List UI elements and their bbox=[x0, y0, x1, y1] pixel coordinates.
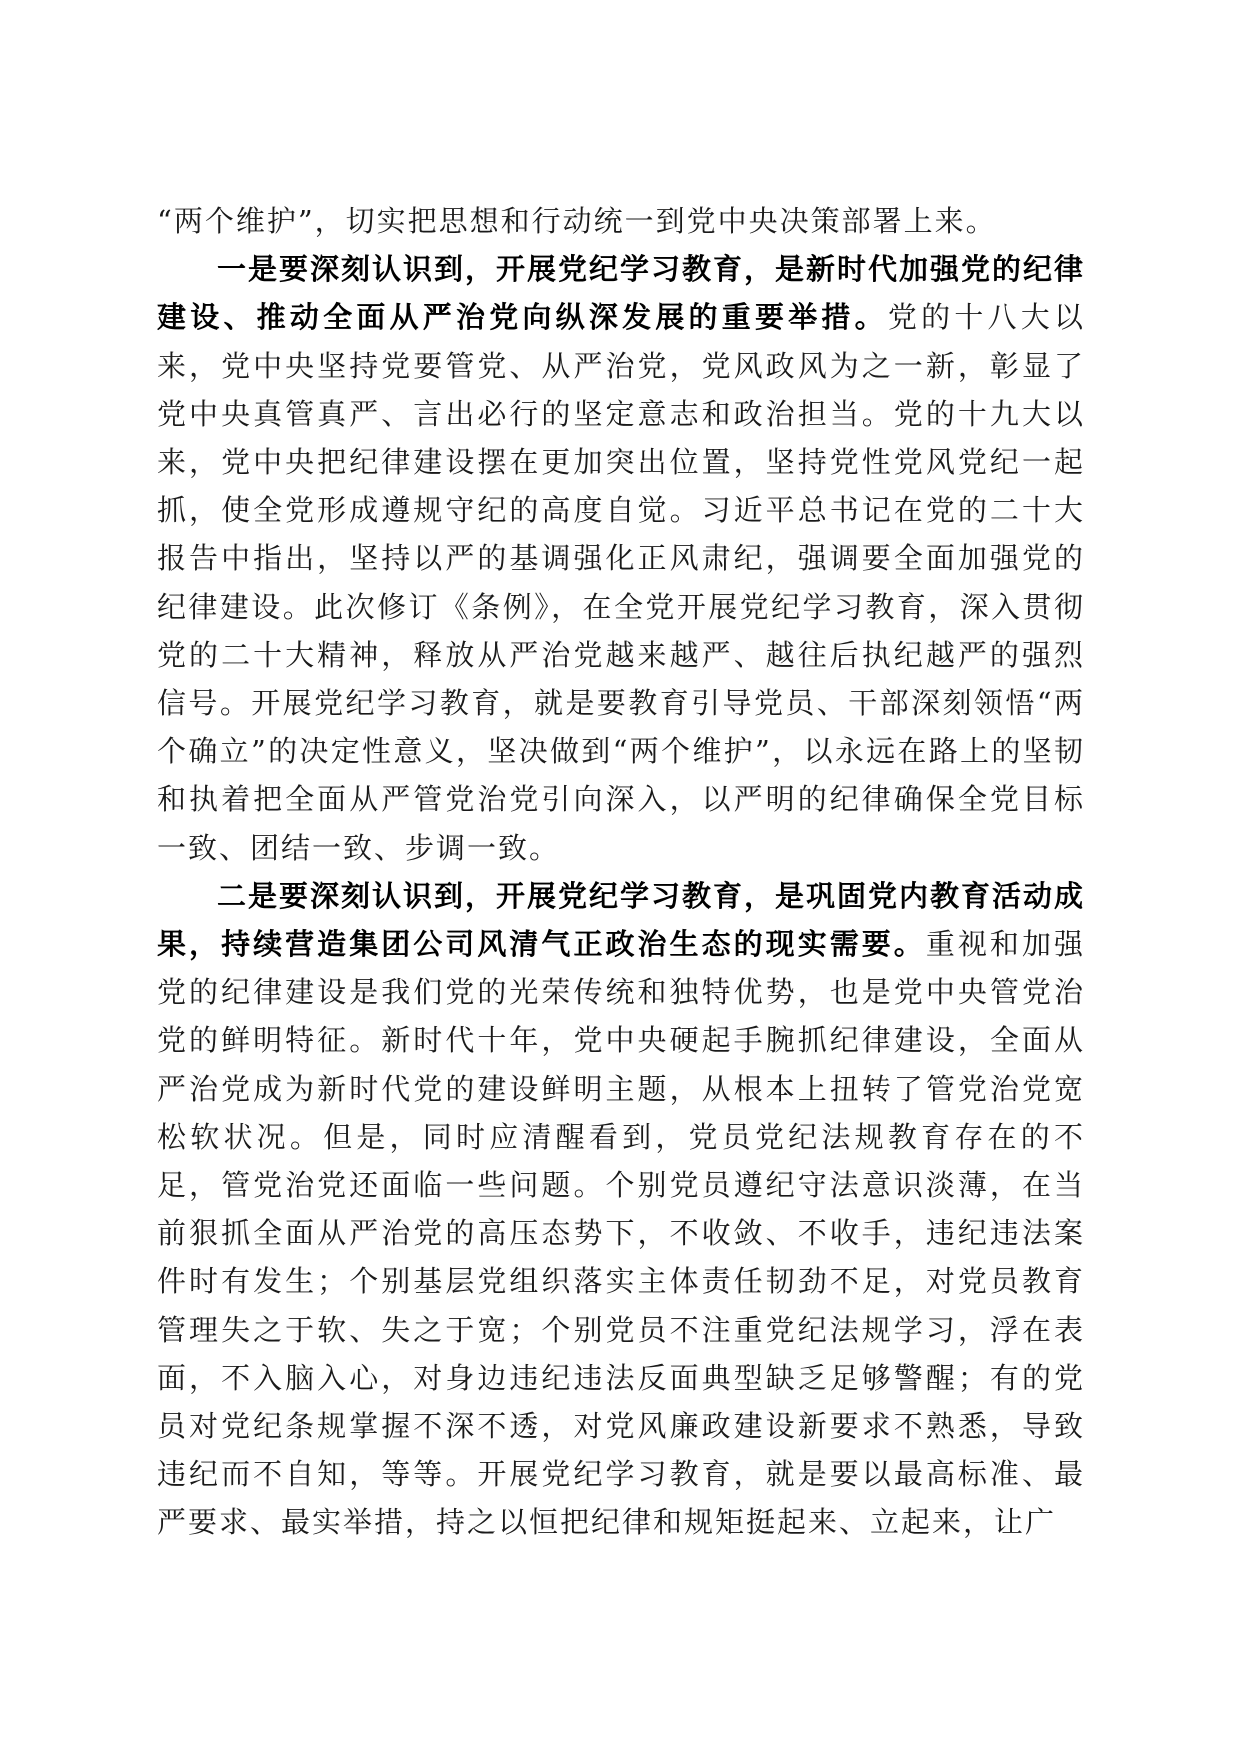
document-body bbox=[157, 197, 1085, 1547]
paragraph-text: “两个维护”，切实把思想和行动统一到党中央决策部署上来。 bbox=[157, 204, 997, 238]
paragraph-lead-bold: 一是要深刻认识到，开展党纪学习教育，是新时代加强党的纪律建设、推动全面从严治党向纵深发展的重要举措。 bbox=[157, 252, 1086, 335]
paragraph-text: 党的十八大以来，党中央坚持党要管党、从严治党，党风政风为之一新，彰显了党中央真管真严、言出必行的坚定意志和政治担当。党的十九大以来，党中央把纪律建设摆在更加突出位置，坚持党性党风党纪一起抓，使全党形成遵规守纪的高度自觉。习近平总书记在党的二十大报告中指出，坚持以严的基调强化正风肃纪，强调要全面加强党的纪律建设。此次修订《条例》，在全党开展党纪学习教育，深入贯彻党的二十大精神，释放从严治党越来越严、越往后执纪越严的强烈信号。开展党纪学习教育，就是要教育引导党员、干部深刻领悟“两个确立”的决定性意义，坚决做到“两个维护”，以永远在路上的坚韧和执着把全面从严管党治党引向深入，以严明的纪律确保全党目标一致、团结一致、步调一致。 bbox=[157, 300, 1085, 865]
paragraph-continuation bbox=[157, 197, 1085, 245]
paragraph-point-two bbox=[157, 872, 1085, 1547]
paragraph-lead-bold: 二是要深刻认识到，开展党纪学习教育，是巩固党内教育活动成果，持续营造集团公司风清气正政治生态的现实需要。 bbox=[157, 878, 1086, 962]
paragraph-text: 重视和加强党的纪律建设是我们党的光荣传统和独特优势，也是党中央管党治党的鲜明特征。新时代十年，党中央硬起手腕抓纪律建设，全面从严治党成为新时代党的建设鲜明主题，从根本上扭转了管党治党宽松软状况。但是，同时应清醒看到，党员党纪法规教育存在的不足，管党治党还面临一些问题。个别党员遵纪守法意识淡薄，在当前狠抓全面从严治党的高压态势下，不收敛、不收手，违纪违法案件时有发生；个别基层党组织落实主体责任韧劲不足，对党员教育管理失之于软、失之于宽；个别党员不注重党纪法规学习，浮在表面，不入脑入心，对身边违纪违法反面典型缺乏足够警醒；有的党员对党纪条规掌握不深不透，对党风廉政建设新要求不熟悉，导致违纪而不自知，等等。开展党纪学习教育，就是要以最高标准、最严要求、最实举措，持之以恒把纪律和规矩挺起来、立起来，让广 bbox=[157, 927, 1085, 1540]
paragraph-point-one bbox=[157, 245, 1085, 872]
